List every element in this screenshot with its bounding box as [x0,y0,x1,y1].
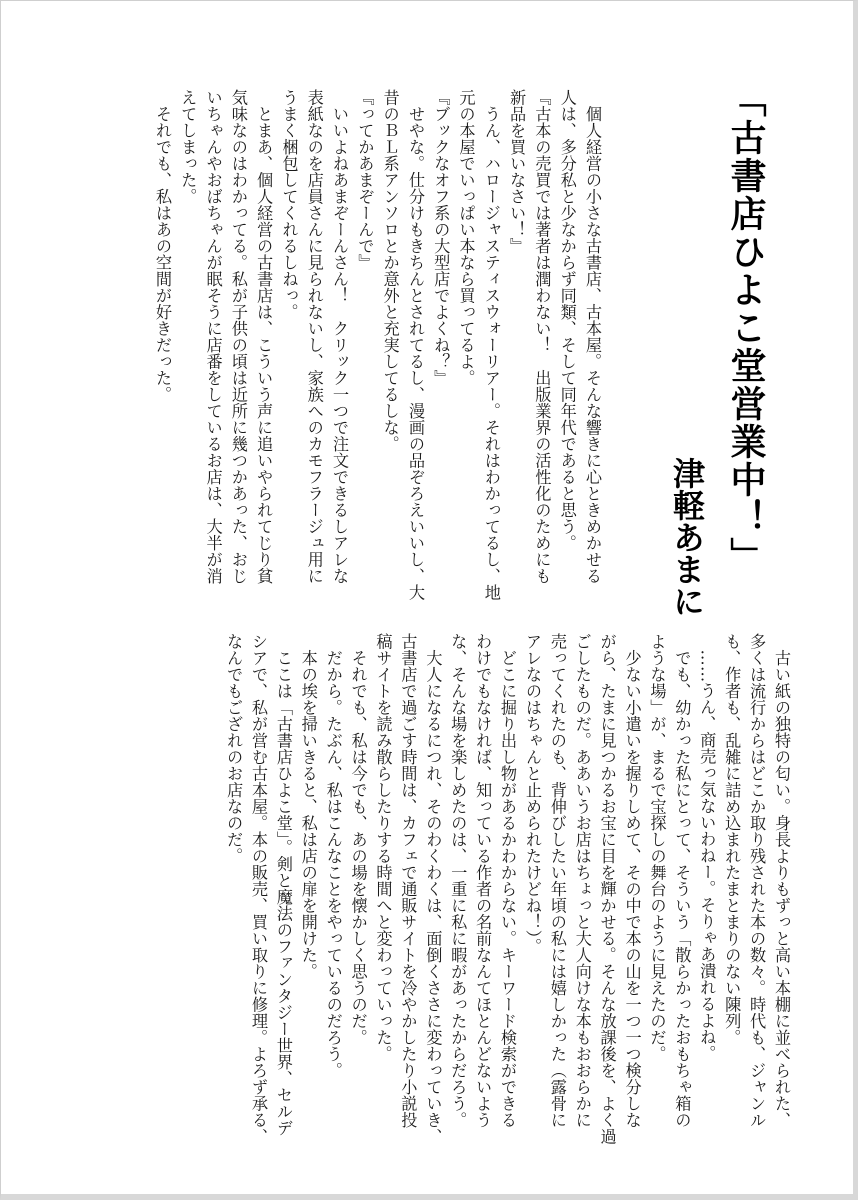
text-line: うん、ハロージャスティスウォーリアー。それはわかってるし、地 [481,89,501,601]
text-line: いちゃんやおばちゃんが眠そうに店番をしているお店は、大半が消 [203,89,223,584]
text-line: ……うん、商売っ気ないわねー。そりゃあ潰れるよね。 [697,633,717,1062]
text-line: 表紙なのを店員さんに見られないし、家族へのカモフラージュ用に [304,89,324,584]
text-line: とまあ、個人経営の古書店は、こういう声に追いやられてじり貧 [254,89,274,584]
text-line: それでも、私は今でも、あの場を懐かしく思うのだ。 [348,633,368,1046]
text-line: 気味なのはわかってる。私が子供の頃は近所に幾つかあった、おじ [228,89,248,584]
text-line: 『ブックなオフ系の大型店でよくね？』 [431,89,451,386]
text-line: ような場」が、まるで宝探しの舞台のように見えたのだ。 [647,633,667,1062]
text-line: どこに掘り出し物があるかわからない。キーワード検索ができる [498,633,518,1128]
text-line: 人は、多分私と少なからず同類、そして同年代であると思う。 [557,89,577,551]
text-line: 個人経営の小さな古書店、古本屋。そんな響きに心ときめかせる [583,89,602,584]
text-line: 元の本屋でいっぱい本なら買ってるよ。 [456,89,476,386]
author-name: 津軽あまに [668,457,706,617]
text-line: 新品を買いなさい！』 [507,89,527,254]
text-line: でも、幼かった私にとって、そういう「散らかったおもちゃ箱の [672,633,692,1128]
text-line: 少ない小遣いを握りしめて、その中で本の山を一つ一つ検分しな [622,633,642,1128]
story-title: 「古書店ひよこ堂営業中！」 [725,81,766,575]
text-line: 古い紙の独特の匂い。身長よりもずっと高い本棚に並べられた、 [772,633,791,1128]
text-line: も、作者も、乱雑に詰め込まれたまとまりのない陳列。 [722,633,742,1046]
text-line: なんでもござれのお店なのだ。 [224,633,244,864]
text-line: 『古本の売買では著者は潤わない！ 出版業界の活性化のためにも [532,89,552,584]
text-line: 売ってくれたのも、背伸びしたい年頃の私には嬉しかった（露骨に [547,633,567,1128]
text-line: 本の埃を掃いきると、私は店の扉を開けた。 [298,633,318,980]
text-line: 稿サイトを読み散らしたりする時間へと変わっていった。 [373,633,393,1062]
text-line: 『ってかあまぞーんで』 [355,89,375,271]
text-line: わけでもなければ、知っている作者の名前なんてほとんどないよう [473,633,493,1128]
text-line: いいよねあまぞーんさん！ クリック一つで注文できるしアレな [330,89,350,584]
text-line: うまく梱包してくれるしねっ。 [279,89,299,320]
text-line: だから。たぶん、私はこんなことをやっているのだろう。 [323,633,343,1079]
text-line: ここは「古書店ひよこ堂」。剣と魔法のファンタジー世界、セルデ [273,633,293,1137]
text-line: アレなのはちゃんと止められたけどね！）。 [522,633,542,955]
text-line: えてしまった。 [178,89,198,205]
text-line: 多くは流行からはどこか取り残された本の数々。時代も、ジャンル [747,633,767,1128]
text-line: それでも、私はあの空間が好きだった。 [152,89,172,403]
body-text-lower [220,633,793,1145]
text-line: シアで、私が営む古本屋。本の販売、買い取りに修理。よろず承る、 [248,633,268,1145]
text-line: 大人になるにつれ、そのわくわくは、面倒くささに変わっていき、 [423,633,443,1145]
text-line: 昔のＢＬ系アンソロとか意外と充実してるしな。 [380,89,400,452]
text-line: ごしたものだ。ああいうお店はちょっと大人向けな本もおおらかに [572,633,592,1128]
text-line: せやな。仕分けもきちんとされてるし、漫画の品ぞろえいいし、大 [405,89,425,601]
text-line: がら、たまに見つかるお宝に目を輝かせる。そんな放課後を、よく過 [597,633,617,1145]
text-line: な、そんな場を楽しめたのは、一重に私に暇があったからだろう。 [448,633,468,1128]
text-line: 古書店で過ごす時間は、カフェで通販サイトを冷やかしたり小説投 [398,633,418,1128]
body-text-upper [150,89,605,601]
